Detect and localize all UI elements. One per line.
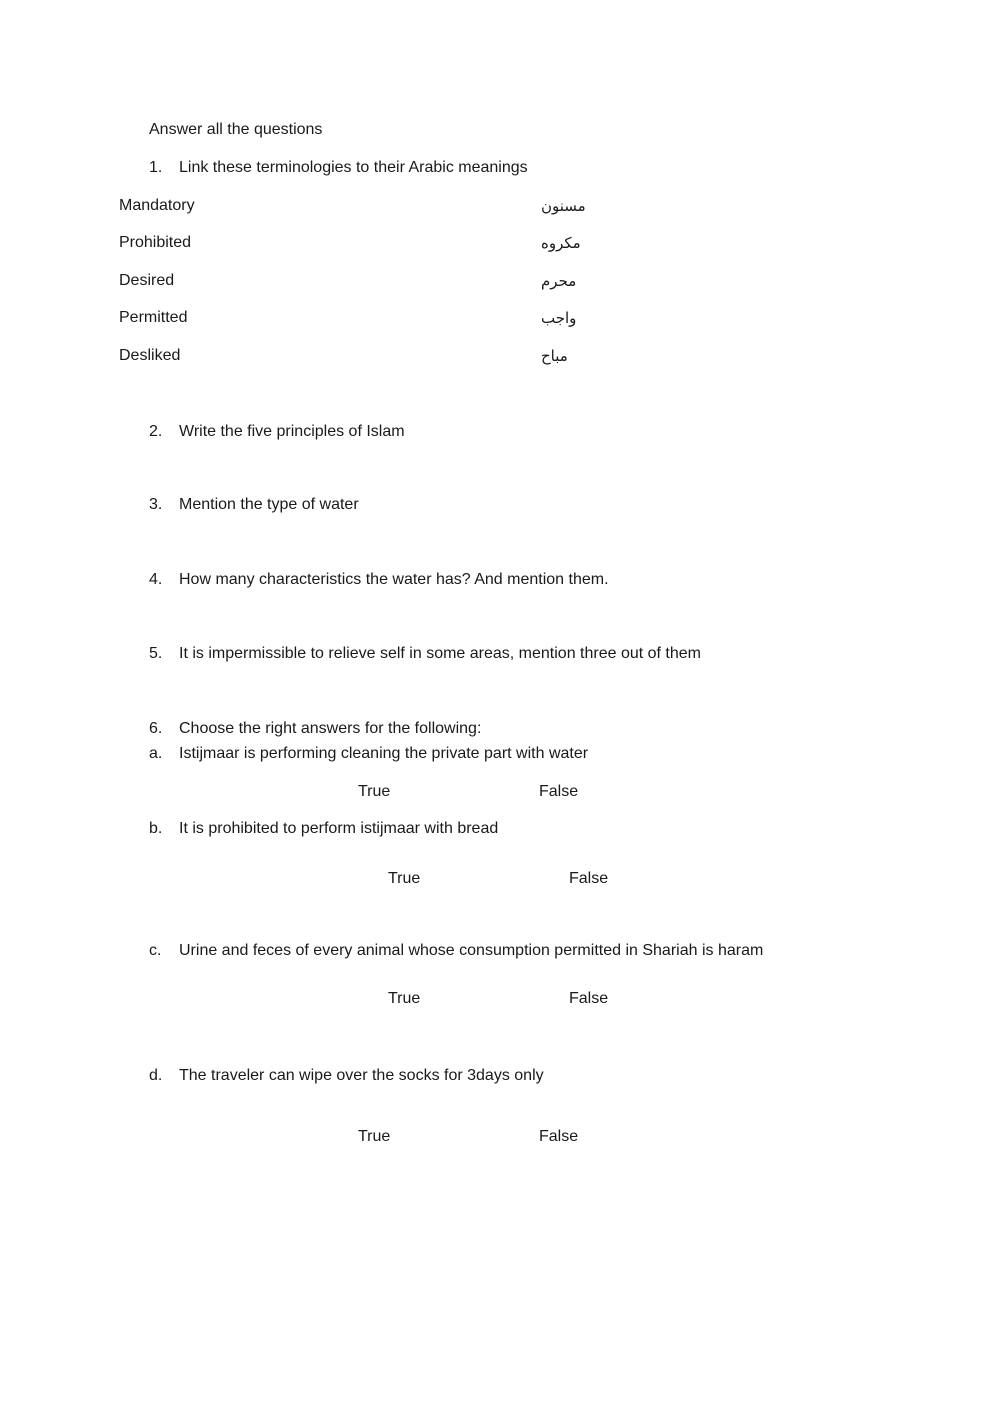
q6b-letter: b.: [149, 820, 163, 837]
q5-text: It is impermissible to relieve self in some areas, mention three out of them: [179, 645, 701, 662]
q3-text: Mention the type of water: [179, 496, 359, 513]
q1-text: Link these terminologies to their Arabic meanings: [179, 159, 528, 176]
q6c-false-option[interactable]: False: [569, 990, 609, 1007]
q6-text: Choose the right answers for the following:: [179, 720, 482, 737]
term-english: Prohibited: [119, 234, 192, 251]
term-arabic: مسنون: [541, 197, 586, 215]
q3-number: 3.: [149, 496, 163, 513]
q6c-letter: c.: [149, 942, 162, 959]
q2-number: 2.: [149, 423, 163, 440]
term-arabic: واجب: [541, 309, 577, 327]
q1-number: 1.: [149, 159, 163, 176]
q6c-text: Urine and feces of every animal whose consumption permitted in Shariah is haram: [179, 942, 764, 959]
q6d-false-option[interactable]: False: [539, 1128, 579, 1145]
q2-text: Write the five principles of Islam: [179, 423, 405, 440]
term-arabic: مباح: [541, 347, 568, 365]
q6d-letter: d.: [149, 1067, 163, 1084]
q6a-false-option[interactable]: False: [539, 783, 579, 800]
q5-number: 5.: [149, 645, 163, 662]
q6b-text: It is prohibited to perform istijmaar with bread: [179, 820, 499, 837]
q6b-true-option[interactable]: True: [388, 870, 421, 887]
term-arabic: مكروه: [541, 234, 581, 252]
q6-number: 6.: [149, 720, 163, 737]
term-arabic: محرم: [541, 272, 577, 290]
q6d-text: The traveler can wipe over the socks for 3days only: [179, 1067, 544, 1084]
q6a-letter: a.: [149, 745, 163, 762]
term-english: Desliked: [119, 347, 181, 364]
q4-text: How many characteristics the water has? And mention them.: [179, 571, 609, 588]
q6a-text: Istijmaar is performing cleaning the private part with water: [179, 745, 589, 762]
q6b-false-option[interactable]: False: [569, 870, 609, 887]
q6d-true-option[interactable]: True: [358, 1128, 391, 1145]
instruction: Answer all the questions: [149, 121, 323, 138]
q6c-true-option[interactable]: True: [388, 990, 421, 1007]
term-english: Mandatory: [119, 197, 195, 214]
q4-number: 4.: [149, 571, 163, 588]
term-english: Desired: [119, 272, 175, 289]
q6a-true-option[interactable]: True: [358, 783, 391, 800]
term-english: Permitted: [119, 309, 188, 326]
